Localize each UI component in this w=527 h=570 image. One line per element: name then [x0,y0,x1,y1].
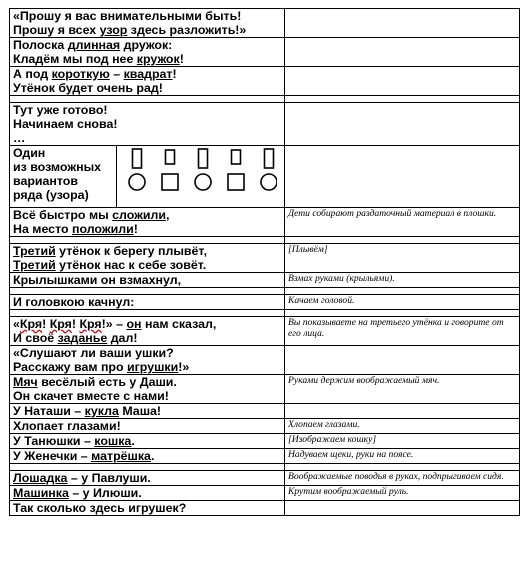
verse-line [13,222,281,236]
underlined-word: игрушки [127,360,179,374]
spellcheck-word: Кря [19,317,43,331]
note-cell [285,434,520,449]
lesson-row [10,449,520,464]
verse-line [13,244,281,258]
text-run: нам сказал, [141,317,217,331]
text-run: ! [133,222,138,236]
lesson-row [10,486,520,501]
note-cell [285,146,520,208]
verse-cell [10,317,285,346]
short-strip-shape [232,150,241,164]
teacher-note: Дети собирают раздаточный материал в плошки. [288,208,497,219]
underlined-word: кукла [84,404,119,418]
teacher-note: Воображаемые поводья в руках, подпрыгиваем сидя. [288,471,504,482]
verse-line [13,103,281,117]
pattern-label-line: Один [13,146,46,160]
verse-cell [10,103,285,146]
verse-cell [10,471,285,486]
verse-line [13,449,281,463]
note-cell [285,501,520,516]
underlined-word: кружок [136,52,180,66]
text-run: Он скачет вместе с нами! [13,389,169,403]
verse-cell [10,346,285,375]
verse-cell [10,273,285,288]
text-run: И своё [13,331,58,345]
lesson-row [10,295,520,310]
verse-cell [10,96,285,103]
verse-line [13,81,281,95]
spellcheck-word: Кря [79,317,102,331]
text-run: , [166,208,170,222]
text-run: !» – [101,317,127,331]
lesson-row [10,375,520,404]
verse-cell [10,288,285,295]
verse-line [13,273,281,287]
lesson-row [10,310,520,317]
verse-cell [10,501,285,516]
verse-cell [10,67,285,96]
pattern-figure [117,146,277,202]
underlined-word: положили [71,222,134,236]
teacher-note: Качаем головой. [288,295,355,306]
document [9,8,519,516]
underlined-word: короткую [51,67,110,81]
verse-line [13,258,281,272]
lesson-row [10,237,520,244]
lesson-row [10,9,520,38]
verse-line [13,117,281,131]
verse-cell [10,295,285,310]
underlined-word: длинная [67,38,121,52]
note-cell [285,404,520,419]
verse-cell [10,449,285,464]
text-run: – у Илюши. [68,486,142,500]
lesson-row [10,288,520,295]
underlined-word: узор [99,23,128,37]
text-run: Начинаем снова! [13,117,118,131]
text-run: Маша! [118,404,162,418]
verse-cell [10,9,285,38]
teacher-note: Надуваем щеки, руки на поясе. [288,449,414,460]
note-cell [285,273,520,288]
note-cell [285,9,520,38]
lesson-row [10,103,520,146]
verse-line [13,317,281,331]
verse-line [13,419,281,433]
text-run: Хлопает глазами! [13,419,121,433]
verse-line [13,67,281,81]
verse-cell [10,208,285,237]
text-run: Расскажу вам про [13,360,128,374]
text-run: . [131,434,135,448]
note-cell [285,471,520,486]
underlined-word: кошка [94,434,132,448]
teacher-note: Хлопаем глазами. [288,419,360,430]
underlined-word: заданье [57,331,108,345]
lesson-row [10,471,520,486]
verse-line [13,52,281,66]
verse-line [13,346,281,360]
circle-shape [195,174,211,190]
lesson-row [10,317,520,346]
text-run: У Наташи – [13,404,85,418]
verse-line [13,434,281,448]
verse-line [13,389,281,403]
verse-line [13,471,281,485]
note-cell [285,288,520,295]
teacher-note: [Изображаем кошку] [288,434,377,445]
text-run: Прошу я всех [13,23,100,37]
lesson-row [10,273,520,288]
pattern-label-line: ряда (узора) [13,188,89,202]
text-run: Полоска [13,38,68,52]
verse-line [13,131,281,145]
long-strip-shape [265,149,274,168]
underlined-word: Третий [13,258,56,272]
text-run: . [150,449,155,463]
text-run: … [13,131,26,145]
underlined-word: матрёшка [91,449,151,463]
verse-line [13,9,281,23]
teacher-note: Руками держим воображаемый мяч. [288,375,440,386]
text-run: ! [179,52,184,66]
verse-cell [10,38,285,67]
teacher-note: Вы показываете на третьего утёнка и говорите от его лица. [288,317,504,339]
circle-shape [129,174,145,190]
pattern-label-line: из возможных [13,160,102,174]
text-run: « [13,317,20,331]
text-run: Тут уже готово! [13,103,108,117]
verse-line [13,331,281,345]
note-cell [285,419,520,434]
text-run: А под [13,67,52,81]
text-run: весёлый есть у Даши. [37,375,177,389]
underlined-word: Третий [13,244,56,258]
verse-cell [10,419,285,434]
underlined-word: Лошадка [13,471,68,485]
lesson-row [10,96,520,103]
text-run: И головкою качнул: [13,295,135,309]
note-cell [285,103,520,146]
underlined-word: Мяч [13,375,38,389]
text-run: – [109,67,124,81]
verse-line [13,208,281,222]
note-cell [285,449,520,464]
text-run: !» [178,360,190,374]
long-strip-shape [199,149,208,168]
verse-cell [10,310,285,317]
note-cell [285,375,520,404]
text-run: здесь разложить!» [127,23,247,37]
underlined-word: Машинка [13,486,69,500]
text-run: ! [42,317,50,331]
text-run: – у Павлуши. [67,471,151,485]
note-cell [285,310,520,317]
verse-cell [10,375,285,404]
note-cell [285,208,520,237]
note-cell [285,464,520,471]
teacher-note: Взмах руками (крыльями). [288,273,395,284]
verse-line [13,486,281,500]
note-cell [285,237,520,244]
lesson-row [10,501,520,516]
square-shape [228,174,244,190]
text-run: утёнок к берегу плывёт, [55,244,208,258]
text-run: Так сколько здесь игрушек? [13,501,187,515]
lesson-row [10,244,520,273]
verse-cell [10,237,285,244]
square-shape [162,174,178,190]
note-cell [285,38,520,67]
verse-line [13,23,281,37]
text-run: дружок: [120,38,173,52]
text-run: Крылышками он взмахнул, [13,273,182,287]
pattern-label [10,146,117,207]
text-run: ! [71,317,80,331]
note-cell [285,295,520,310]
verse-line [13,38,281,52]
verse-line [13,501,281,515]
note-cell [285,317,520,346]
lesson-row [10,346,520,375]
verse-line [13,404,281,418]
verse-line [13,295,281,309]
text-run: дал! [107,331,138,345]
text-run: ! [172,67,177,81]
short-strip-shape [166,150,175,164]
text-run: Кладём мы под нее [13,52,137,66]
underlined-word: он [126,317,142,331]
text-run: У Женечки – [13,449,92,463]
note-cell [285,346,520,375]
text-run: «Прошу я вас внимательными быть! [13,9,242,23]
text-run: У Танюшки – [13,434,95,448]
underlined-word: сложили [112,208,167,222]
lesson-row [10,464,520,471]
lesson-row [10,434,520,449]
long-strip-shape [133,149,142,168]
pattern-label-line: вариантов [13,174,78,188]
note-cell [285,244,520,273]
verse-line [13,375,281,389]
verse-cell [10,244,285,273]
verse-cell [10,434,285,449]
lesson-row [10,208,520,237]
note-cell [285,96,520,103]
note-cell [285,486,520,501]
text-run: утёнок нас к себе зовёт. [55,258,207,272]
lesson-table [9,8,520,516]
lesson-row [10,38,520,67]
teacher-note: [Плывём] [288,244,328,255]
lesson-row [10,404,520,419]
verse-cell [10,404,285,419]
teacher-note: Крутим воображаемый руль. [288,486,409,497]
text-run: «Слушают ли ваши ушки? [13,346,174,360]
pattern-row [10,146,520,208]
verse-line [13,360,281,374]
spellcheck-word: Кря [49,317,72,331]
circle-shape [261,174,277,190]
lesson-row [10,67,520,96]
text-run: На место [13,222,72,236]
lesson-row [10,419,520,434]
note-cell [285,67,520,96]
text-run: Утёнок будет очень рад! [13,81,163,95]
verse-cell [10,464,285,471]
text-run: Всё быстро мы [13,208,113,222]
underlined-word: квадрат [123,67,173,81]
verse-cell [10,486,285,501]
